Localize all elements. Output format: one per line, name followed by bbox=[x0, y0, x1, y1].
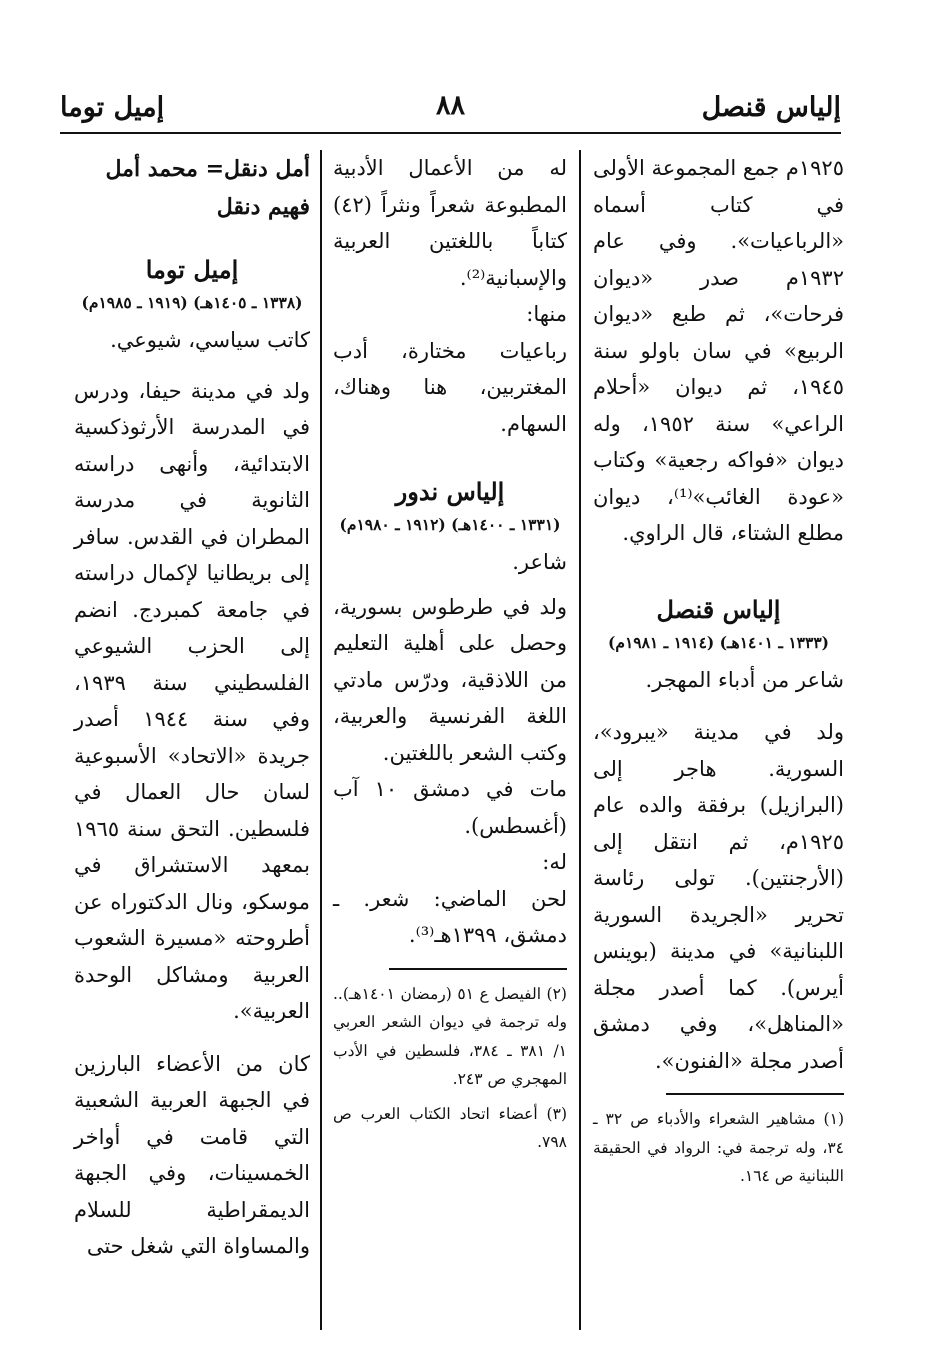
column-left bbox=[74, 150, 310, 1335]
column-right bbox=[593, 150, 844, 1335]
column-divider bbox=[320, 150, 322, 1330]
spacer bbox=[74, 1030, 310, 1046]
entry-description: شاعر من أدباء المهجر. bbox=[645, 667, 844, 692]
spacer bbox=[333, 581, 567, 589]
works-list: رباعيات مختارة، أدب المغتربين، هنا وهناك، السهام. bbox=[333, 338, 567, 436]
footnote: (٢) الفيصل ع ٥١ (رمضان ١٤٠١هـ).. وله ترجمة في ديوان الشعر العربي ١/ ٣٨١ ـ ٣٨٤، فلسطين في الأدب المهجري ص ٢٤٣. bbox=[333, 984, 567, 1088]
entry-dates: (١٣٣٣ ـ ١٤٠١هـ) (١٩١٤ ـ ١٩٨١م) bbox=[608, 632, 829, 652]
entry-dates: (١٣٣١ ـ ١٤٠٠هـ) (١٩١٢ ـ ١٩٨٠م) bbox=[339, 515, 561, 534]
entry-body-continued: كان من الأعضاء البارزين في الجبهة العربية الشعبية التي قامت في أواخر الخمسينات، وفي الجبهة الديمقراطية للسلام والمساواة التي شغل حتى bbox=[74, 1051, 310, 1258]
entry-continuation: له من الأعمال الأدبية المطبوعة شعراً ونثراً (٤٢) كتاباً باللغتين العربية والإسبانية⁽²⁾. bbox=[333, 156, 567, 290]
spacer bbox=[74, 226, 310, 250]
works-label: منها: bbox=[526, 302, 567, 326]
entry-body: ولد في مدينة «يبرود»، السورية. هاجر إلى (البرازيل) برفقة والده عام ١٩٢٥م، ثم انتقل إلى (الأرجنتين). تولى رئاسة تحرير «الجريدة السورية اللبنانية» في مدينة (بوينس أيرس). كما أصدر مجلة «المناهل»، وفي دمشق أصدر مجلة «الفنون». bbox=[593, 720, 844, 1073]
death-note: مات في دمشق ١٠ آب (أغسطس). bbox=[333, 777, 567, 838]
page-number: ٨٨ bbox=[436, 90, 466, 121]
entry-title: إلياس قنصل bbox=[656, 594, 781, 624]
footnote-rule bbox=[389, 968, 567, 970]
entry-title: إلياس ندور bbox=[395, 477, 505, 506]
entry-description: كاتب سياسي، شيوعي. bbox=[110, 328, 310, 352]
entry-body: ولد في طرطوس بسورية، وحصل على أهلية التعليم من اللاذقية، ودرّس مادتي اللغة الفرنسية والعربية، وكتب الشعر باللغتين. bbox=[333, 594, 567, 765]
spacer bbox=[593, 552, 844, 590]
entry-dates: (١٣٣٨ ـ ١٤٠٥هـ) (١٩١٩ ـ ١٩٨٥م) bbox=[81, 293, 303, 312]
footnote: (٣) أعضاء اتحاد الكتاب العرب ص ٧٩٨. bbox=[333, 1104, 567, 1151]
spacer bbox=[74, 359, 310, 373]
entry-description: شاعر. bbox=[512, 550, 567, 574]
column-divider bbox=[579, 150, 581, 1330]
footnote: (١) مشاهير الشعراء والأدباء ص ٣٢ ـ ٣٤، وله ترجمة في: الرواد في الحقيقة اللبنانية ص ١٦٤. bbox=[593, 1110, 844, 1185]
spacer bbox=[593, 698, 844, 714]
entry-body: ولد في مدينة حيفا، ودرس في المدرسة الأرثوذكسية الابتدائية، وأنهى دراسته الثانوية في مدرسة المطران في القدس. سافر إلى بريطانيا لإكمال دراسته في جامعة كمبردج. انضم إلى الحزب الشيوعي الفلسطيني سنة ١٩٣٩، وفي سنة ١٩٤٤ أصدر جريدة «الاتحاد» الأسبوعية لسان حال العمال في فلسطين. التحق سنة ١٩٦٥ بمعهد الاستشراق في موسكو، ونال الدكتوراه عن أطروحته «مسيرة الشعوب العربية ومشاكل الوحدة العربية». bbox=[74, 378, 310, 1023]
footnote-rule bbox=[666, 1093, 844, 1095]
works-label: له: bbox=[542, 850, 567, 874]
spacer bbox=[333, 442, 567, 472]
works-list: لحن الماضي: شعر. ـ دمشق، ١٣٩٩هـ⁽³⁾. bbox=[333, 886, 567, 947]
column-middle bbox=[333, 150, 567, 1335]
running-head-right: إلياس قنصل bbox=[701, 92, 841, 123]
entry-continuation: ١٩٢٥م جمع المجموعة الأولى في كتاب أسماه «الرباعيات». وفي عام ١٩٣٢م صدر «ديوان فرحات»، ثم طبع «ديوان الربيع» في سان باولو سنة ١٩٤٥، ثم ديوان «أحلام الراعي» سنة ١٩٥٢، وله ديوان «فواكه رجعية» وكتاب «عودة الغائب»⁽¹⁾، ديوان مطلع الشتاء، قال الراوي. bbox=[592, 156, 844, 545]
cross-reference: أمل دنقل= محمد أمل فهيم دنقل bbox=[105, 156, 310, 220]
entry-title: إميل توما bbox=[145, 255, 239, 284]
running-head-left: إميل توما bbox=[60, 92, 165, 123]
running-header bbox=[60, 88, 841, 134]
